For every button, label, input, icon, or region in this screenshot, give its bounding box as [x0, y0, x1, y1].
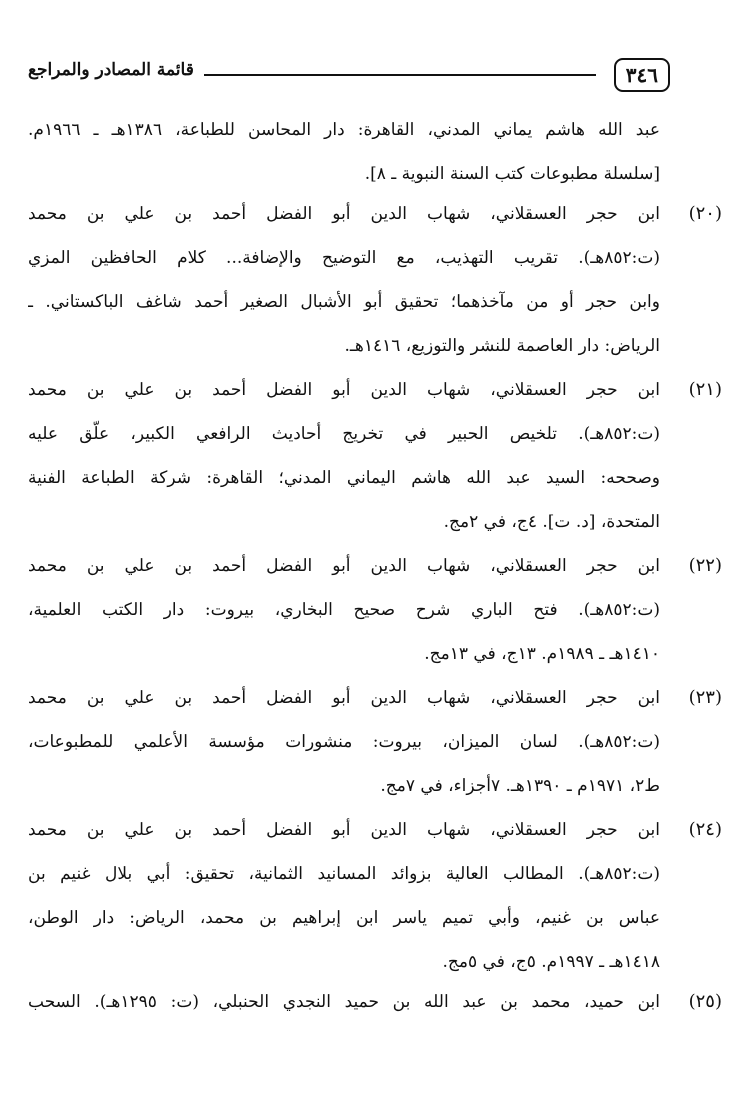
reference-entry [28, 676, 722, 808]
entry-line: (ت:٨٥٢هـ). لسان الميزان، بيروت: منشورات مؤسسة الأعلمي للمطبوعات، [28, 732, 660, 752]
entry-line: وصححه: السيد عبد الله هاشم اليماني المدني؛ القاهرة: شركة الطباعة الفنية [28, 468, 660, 488]
page-number: ٣٤٦ [614, 58, 670, 92]
entry-line: ابن حجر العسقلاني، شهاب الدين أبو الفضل أحمد بن علي بن محمد [28, 820, 660, 840]
entry-line: (ت:٨٥٢هـ). تقريب التهذيب، مع التوضيح والإضافة... كلام الحافظين المزي [28, 248, 660, 268]
running-title: قائمة المصادر والمراجع [28, 60, 194, 80]
entry-line: عباس بن غنيم، وأبي تميم ياسر ابن إبراهيم بن محمد، الرياض: دار الوطن، [28, 908, 660, 928]
entry-line: المتحدة، [د. ت]. ٤ج، في ٢مج. [443, 512, 660, 532]
entry-number: (٢٠) [688, 203, 722, 224]
entry-line: وابن حجر أو من مآخذهما؛ تحقيق أبو الأشبال الصغير أحمد شاغف الباكستاني. ـ [28, 292, 660, 312]
entry-number: (٢٥) [688, 991, 722, 1012]
entry-line: ابن حجر العسقلاني، شهاب الدين أبو الفضل أحمد بن علي بن محمد [28, 204, 660, 224]
entry-line: ابن حجر العسقلاني، شهاب الدين أبو الفضل أحمد بن علي بن محمد [28, 688, 660, 708]
entry-line: ١٤١٨هـ ـ ١٩٩٧م. ٥ج، في ٥مج. [442, 952, 660, 972]
entry-line: عبد الله هاشم يماني المدني، القاهرة: دار المحاسن للطباعة، ١٣٨٦هـ ـ ١٩٦٦م. [28, 120, 660, 140]
entry-line: [سلسلة مطبوعات كتب السنة النبوية ـ ٨]. [364, 164, 660, 184]
entry-line: ابن حميد، محمد بن عبد الله بن حميد النجدي الحنبلي، (ت: ١٢٩٥هـ). السحب [28, 992, 660, 1012]
entry-line: (ت:٨٥٢هـ). المطالب العالية بزوائد المسانيد الثمانية، تحقيق: أبي بلال غنيم بن [28, 864, 660, 884]
continuation-entry [28, 108, 660, 196]
entry-line: الرياض: دار العاصمة للنشر والتوزيع، ١٤١٦هـ. [344, 336, 660, 356]
reference-entry [28, 808, 722, 984]
entry-number: (٢٢) [688, 555, 722, 576]
reference-entry [28, 544, 722, 676]
entry-line: ابن حجر العسقلاني، شهاب الدين أبو الفضل أحمد بن علي بن محمد [28, 556, 660, 576]
entry-number: (٢١) [688, 379, 722, 400]
reference-entry [28, 980, 722, 1024]
entry-line: (ت:٨٥٢هـ). تلخيص الحبير في تخريج أحاديث الرافعي الكبير، علّق عليه [28, 424, 660, 444]
entry-line: ١٤١٠هـ ـ ١٩٨٩م. ١٣ج، في ١٣مج. [424, 644, 660, 664]
header-rule [204, 74, 596, 76]
entry-line: ط٢، ١٩٧١م ـ ١٣٩٠هـ. ٧أجزاء، في ٧مج. [380, 776, 660, 796]
reference-entry [28, 192, 722, 368]
entry-number: (٢٤) [688, 819, 722, 840]
entry-number: (٢٣) [688, 687, 722, 708]
entry-line: (ت:٨٥٢هـ). فتح الباري شرح صحيح البخاري، بيروت: دار الكتب العلمية، [28, 600, 660, 620]
entry-line: ابن حجر العسقلاني، شهاب الدين أبو الفضل أحمد بن علي بن محمد [28, 380, 660, 400]
reference-entry [28, 368, 722, 544]
page-header [28, 54, 670, 94]
